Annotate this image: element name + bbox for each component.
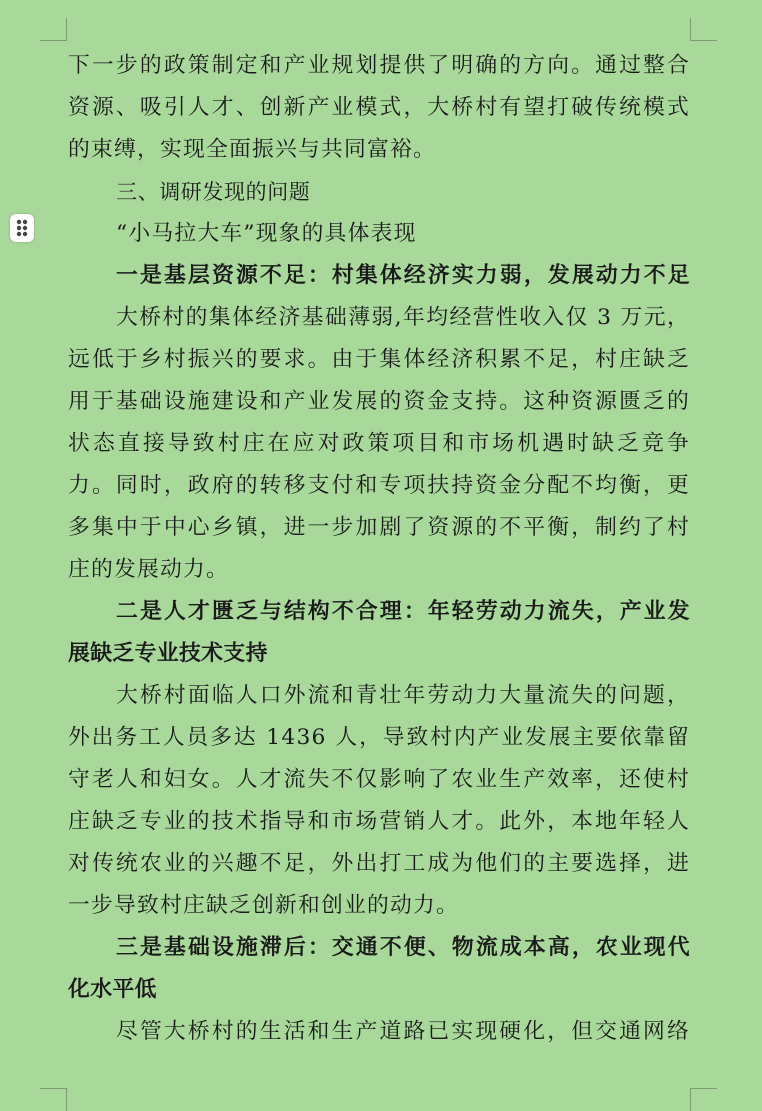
paragraph-line: 尽管大桥村的生活和生产道路已实现硬化，但交通网络 [116,1019,690,1044]
paragraph-line: 下一步的政策制定和产业规划提供了明确的方向。通过整合 [68,53,690,78]
crop-mark-bottom-left [40,1088,67,1111]
paragraph-line: 资源、吸引人才、创新产业模式，大桥村有望打破传统模式 [68,95,690,120]
crop-mark-bottom-right [690,1088,717,1111]
paragraph-line: 力。同时，政府的转移支付和专项扶持资金分配不均衡，更 [68,473,690,498]
crop-mark-top-left [40,18,67,41]
drag-handle-icon[interactable] [10,214,34,242]
bold-heading: 二是人才匮乏与结构不合理：年轻劳动力流失，产业发 [116,599,690,624]
paragraph-line: 的束缚，实现全面振兴与共同富裕。 [68,137,436,162]
paragraph-line: 大桥村的集体经济基础薄弱,年均经营性收入仅 3 万元， [116,305,690,330]
crop-mark-top-right [690,18,717,41]
paragraph-line: 守老人和妇女。人才流失不仅影响了农业生产效率，还使村 [68,767,690,792]
paragraph-line: 用于基础设施建设和产业发展的资金支持。这种资源匮乏的 [68,389,690,414]
paragraph-line: 多集中于中心乡镇，进一步加剧了资源的不平衡，制约了村 [68,515,690,540]
paragraph-line: 对传统农业的兴趣不足，外出打工成为他们的主要选择，进 [68,851,690,876]
paragraph-line: 一步导致村庄缺乏创新和创业的动力。 [68,893,459,918]
bold-heading: 展缺乏专业技术支持 [68,641,268,666]
paragraph-line: 远低于乡村振兴的要求。由于集体经济积累不足，村庄缺乏 [68,347,690,372]
paragraph-line: 大桥村面临人口外流和青壮年劳动力大量流失的问题， [116,683,690,708]
paragraph-line: 状态直接导致村庄在应对政策项目和市场机遇时缺乏竞争 [68,431,690,456]
paragraph-line: 庄的发展动力。 [68,557,229,582]
bold-heading: 三是基础设施滞后：交通不便、物流成本高，农业现代 [116,935,690,960]
bold-heading: 化水平低 [68,977,157,1002]
paragraph-line: 外出务工人员多达 1436 人，导致村内产业发展主要依靠留 [68,725,690,750]
subsection-title: “小马拉大车”现象的具体表现 [116,221,417,246]
bold-heading: 一是基层资源不足：村集体经济实力弱，发展动力不足 [116,263,690,288]
section-heading: 三、调研发现的问题 [116,180,311,204]
paragraph-line: 庄缺乏专业的技术指导和市场营销人才。此外，本地年轻人 [68,809,690,834]
